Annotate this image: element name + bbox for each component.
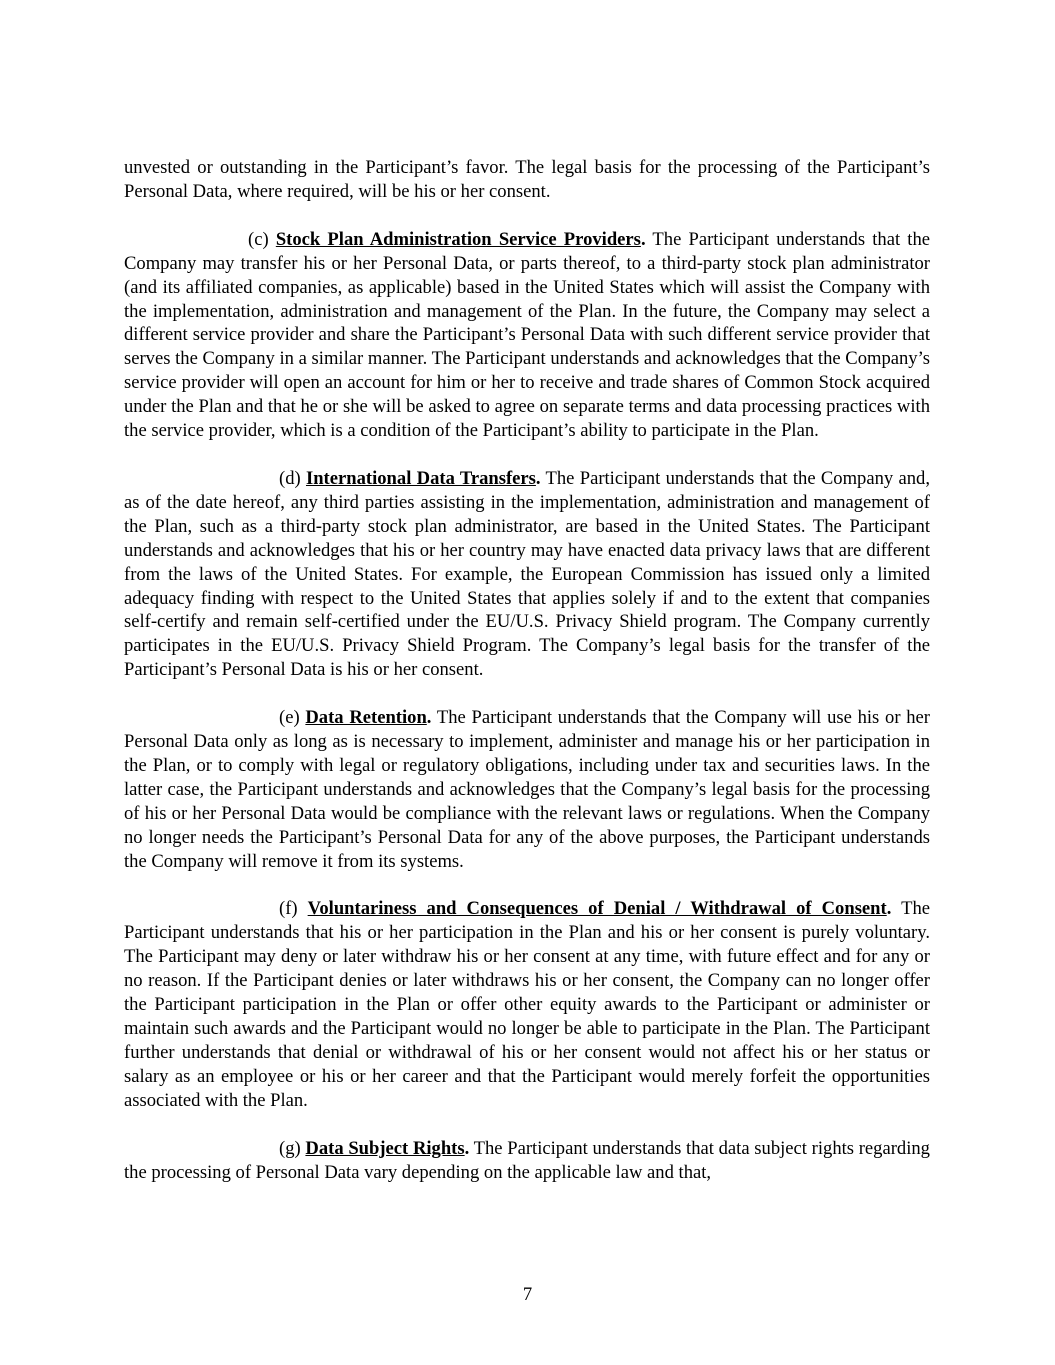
intro-paragraph: unvested or outstanding in the Participant’s favor. The legal basis for the processing of the Participant’s Personal Data, where required, will be his or her consent. bbox=[124, 157, 930, 202]
section-d-label: (d) bbox=[279, 467, 301, 489]
section-g-body: The Participant understands that data subject rights regarding the processing of Personal Data vary depending on the applicable law and that, bbox=[124, 1137, 930, 1183]
section-e-body: The Participant understands that the Company will use his or her Personal Data only as long as is necessary to implement, administer and manage his or her participation in the Plan, or to comply with legal or regulatory obligations, including under tax and securities laws. In the latter case, the Participant understands and acknowledges that the Company’s legal basis for the processing of his or her Personal Data would be compliance with the relevant laws or regulations. When the Company no longer needs the Participant’s Personal Data for any of the above purposes, the Participant understands the Company will remove it from its systems. bbox=[124, 707, 930, 872]
section-c-paragraph: (c) Stock Plan Administration Service Providers. The Participant understands that the Company may transfer his or her Personal Data, or parts thereof, to a third-party stock plan administrator (and its affiliated companies, as applicable) based in the United States which will assist the Company with the implementation, administration and management of the Plan. In the future, the Company may select a different service provider and share the Participant’s Personal Data with such different service provider that serves the Company in a similar manner. The Participant understands and acknowledges that the Company’s service provider will open an account for him or her to receive and trade shares of Common Stock acquired under the Plan and that he or she will be asked to agree on separate terms and data processing practices with the service provider, which is a condition of the Participant’s ability to participate in the Plan. bbox=[124, 228, 931, 442]
section-g-label: (g) bbox=[279, 1137, 301, 1159]
document-page bbox=[124, 156, 930, 1208]
section-e-paragraph: (e) Data Retention. The Participant understands that the Company will use his or her Personal Data only as long as is necessary to implement, administer and manage his or her participation in the Plan, or to comply with legal or regulatory obligations, including under tax and securities laws. In the latter case, the Participant understands and acknowledges that the Company’s legal basis for the processing of his or her Personal Data would be compliance with the relevant laws or regulations. When the Company no longer needs the Participant’s Personal Data for any of the above purposes, the Participant understands the Company will remove it from its systems. bbox=[124, 707, 930, 872]
section-c-body: The Participant understands that the Company may transfer his or her Personal Data, or parts thereof, to a third-party stock plan administrator (and its affiliated companies, as applicable) based in the United States which will assist the Company with the implementation, administration and management of the Plan. In the future, the Company may select a different service provider and share the Participant’s Personal Data with such different service provider that serves the Company in a similar manner. The Participant understands and acknowledges that the Company’s service provider will open an account for him or her to receive and trade shares of Common Stock acquired under the Plan and that he or she will be asked to agree on separate terms and data processing practices with the service provider, which is a condition of the Participant’s ability to participate in the Plan. bbox=[124, 228, 931, 442]
section-f-heading: Voluntariness and Consequences of Denial / Withdrawal of Consent bbox=[307, 898, 887, 920]
section-d-heading: International Data Transfers bbox=[305, 467, 536, 489]
section-d-body: The Participant understands that the Company and, as of the date hereof, any third parties assisting in the implementation, administration and management of the Plan, such as a third-party stock plan administrator, are based in the United States. The Participant understands and acknowledges that his or her country may have enacted data privacy laws that are different from the laws of the United States. For example, the European Commission has issued only a limited adequacy finding with respect to the United States that applies solely if and to the extent that companies self-certify and remain self-certified under the EU/U.S. Privacy Shield program. The Company currently participates in the EU/U.S. Privacy Shield Program. The Company’s legal basis for the transfer of the Participant’s Personal Data is his or her consent. bbox=[124, 467, 930, 681]
section-d-paragraph: (d) International Data Transfers. The Participant understands that the Company and, as of the date hereof, any third parties assisting in the implementation, administration and management of the Plan, such as a third-party stock plan administrator, are based in the United States. The Participant understands and acknowledges that his or her country may have enacted data privacy laws that are different from the laws of the United States. For example, the European Commission has issued only a limited adequacy finding with respect to the United States that applies solely if and to the extent that companies self-certify and remain self-certified under the EU/U.S. Privacy Shield program. The Company currently participates in the EU/U.S. Privacy Shield Program. The Company’s legal basis for the transfer of the Participant’s Personal Data is his or her consent. bbox=[124, 467, 930, 681]
section-c-heading: Stock Plan Administration Service Providers bbox=[275, 228, 641, 250]
section-f-body: The Participant understands that his or her participation in the Plan and his or her consent is purely voluntary. The Participant may deny or later withdraw his or her consent at any time, with future effect and for any or no reason. If the Participant denies or later withdraws his or her consent, the Company can no longer offer the Participant participation in the Plan or offer other equity awards to the Participant or administer or maintain such awards and the Participant would no longer be able to participate in the Plan. The Participant further understands that denial or withdrawal of his or her consent would not affect his or her status or salary as an employee or his or her career and that the Participant would merely forfeit the opportunities associated with the Plan. bbox=[124, 898, 930, 1111]
section-g-paragraph: (g) Data Subject Rights. The Participant understands that data subject rights regarding the processing of Personal Data vary depending on the applicable law and that, bbox=[124, 1137, 930, 1183]
section-g-heading: Data Subject Rights bbox=[305, 1137, 465, 1159]
section-f-paragraph: (f) Voluntariness and Consequences of Denial / Withdrawal of Consent. The Participant understands that his or her participation in the Plan and his or her consent is purely voluntary. The Participant may deny or later withdraw his or her consent at any time, with future effect and for any or no reason. If the Participant denies or later withdraws his or her consent, the Company can no longer offer the Participant participation in the Plan or offer other equity awards to the Participant or administer or maintain such awards and the Participant would no longer be able to participate in the Plan. The Participant further understands that denial or withdrawal of his or her consent would not affect his or her status or salary as an employee or his or her career and that the Participant would merely forfeit the opportunities associated with the Plan. bbox=[124, 898, 930, 1111]
section-e-label: (e) bbox=[279, 707, 300, 729]
section-e-heading: Data Retention bbox=[305, 707, 427, 729]
section-f-label: (f) bbox=[279, 898, 298, 920]
section-c-label: (c) bbox=[248, 228, 269, 250]
page-number: 7 bbox=[522, 1284, 533, 1305]
